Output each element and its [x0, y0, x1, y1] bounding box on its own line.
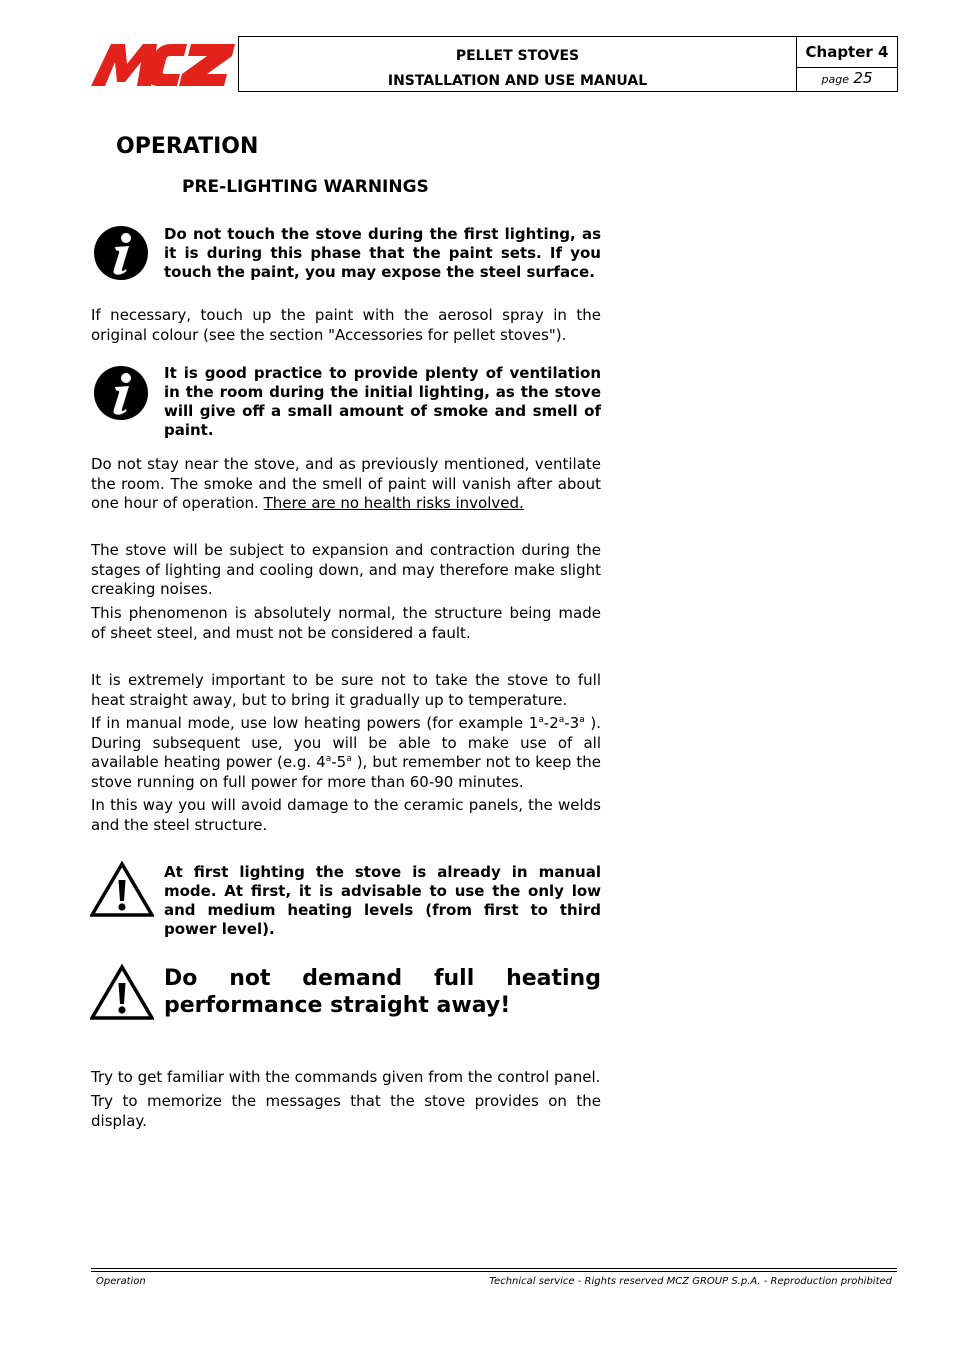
superscript: a	[325, 754, 332, 764]
paragraph-display-messages: Try to memorize the messages that the stove provides on the display.	[91, 1092, 601, 1130]
dash: -	[564, 714, 570, 732]
manual-mode-text-2: ). During subsequent use, you will be able to make use of all available heating power (e.g. 4	[91, 714, 601, 771]
paragraph-expansion: The stove will be subject to expansion and contraction during the stages of lighting and cooling down, and may therefore make slight creaking noises.	[91, 541, 601, 598]
footer-rights: Technical service - Rights reserved MCZ GROUP S.p.A. - Reproduction prohibited	[489, 1276, 892, 1287]
warning-full-heating	[164, 965, 601, 1019]
paragraph-control-panel: Try to get familiar with the commands given from the control panel.	[91, 1068, 601, 1086]
dash: -	[543, 714, 550, 732]
mcz-logo	[91, 40, 237, 88]
no-health-risks: There are no health risks involved.	[263, 494, 524, 512]
word: Do	[164, 966, 198, 991]
section-title: OPERATION	[116, 134, 259, 159]
word: not	[229, 966, 271, 991]
paragraph-gradual-heat: It is extremely important to be sure not to take the stove to full heat straight away, but to bring it gradually up to temperature.	[91, 671, 601, 709]
chapter-label: Chapter 4	[797, 37, 897, 68]
power-level-3: 3	[569, 714, 580, 732]
power-level-5: 5	[336, 753, 347, 771]
paragraph-manual-mode	[91, 714, 601, 792]
warning-triangle-icon	[90, 861, 154, 917]
page-word: page	[821, 73, 849, 86]
paragraph-stay-away	[91, 455, 601, 514]
superscript: a	[538, 715, 544, 725]
footer-divider	[91, 1268, 897, 1269]
footer-section: Operation	[96, 1276, 146, 1287]
page-number	[797, 69, 897, 87]
power-level-2: 2	[549, 714, 559, 732]
dash: -	[331, 753, 337, 771]
word: full	[433, 966, 475, 991]
header-chapter-cell	[797, 37, 897, 91]
info-icon	[93, 365, 149, 421]
warning-full-heating-line1	[164, 965, 601, 992]
superscript: a	[558, 715, 565, 725]
subsection-title: PRE-LIGHTING WARNINGS	[182, 177, 429, 197]
page-number-value: 25	[853, 69, 873, 87]
warning-manual-mode: At first lighting the stove is already in manual mode. At first, it is advisable to use the only low and medium heating levels (from first to third power level).	[164, 863, 601, 938]
header-title-line2: INSTALLATION AND USE MANUAL	[387, 73, 648, 89]
header-box	[238, 36, 898, 92]
header-title-line1: PELLET STOVES	[455, 48, 580, 64]
note-first-lighting: Do not touch the stove during the first lighting, as it is during this phase that the paint sets. If you touch the paint, you may expose the steel surface.	[164, 225, 601, 281]
warning-full-heating-line2: performance straight away!	[164, 993, 511, 1018]
manual-mode-text-1: If in manual mode, use low heating powers (for example 1	[91, 714, 539, 732]
superscript: a	[346, 754, 352, 764]
warning-triangle-icon	[90, 964, 154, 1020]
manual-mode-text-3: ), but remember not to keep the stove running on full power for more than 60-90 minutes.	[91, 753, 601, 791]
footer-divider	[91, 1271, 897, 1272]
word: heating	[506, 966, 601, 991]
paragraph-stay-away-text: Do not stay near the stove, and as previously mentioned, ventilate the room. The smoke and the smell of paint will vanish after about one hour of operation.	[91, 455, 601, 512]
note-ventilation: It is good practice to provide plenty of ventilation in the room during the initial lighting, as the stove will give off a small amount of smoke and smell of paint.	[164, 364, 601, 439]
paragraph-normal-phenomenon: This phenomenon is absolutely normal, the structure being made of sheet steel, and must not be considered a fault.	[91, 604, 601, 642]
header-title-cell	[239, 37, 797, 91]
paragraph-avoid-damage: In this way you will avoid damage to the ceramic panels, the welds and the steel structure.	[91, 796, 601, 834]
superscript: a	[579, 715, 585, 725]
word: demand	[302, 966, 403, 991]
info-icon	[93, 225, 149, 281]
paragraph-touch-up: If necessary, touch up the paint with the aerosol spray in the original colour (see the section "Accessories for pellet stoves").	[91, 306, 601, 344]
